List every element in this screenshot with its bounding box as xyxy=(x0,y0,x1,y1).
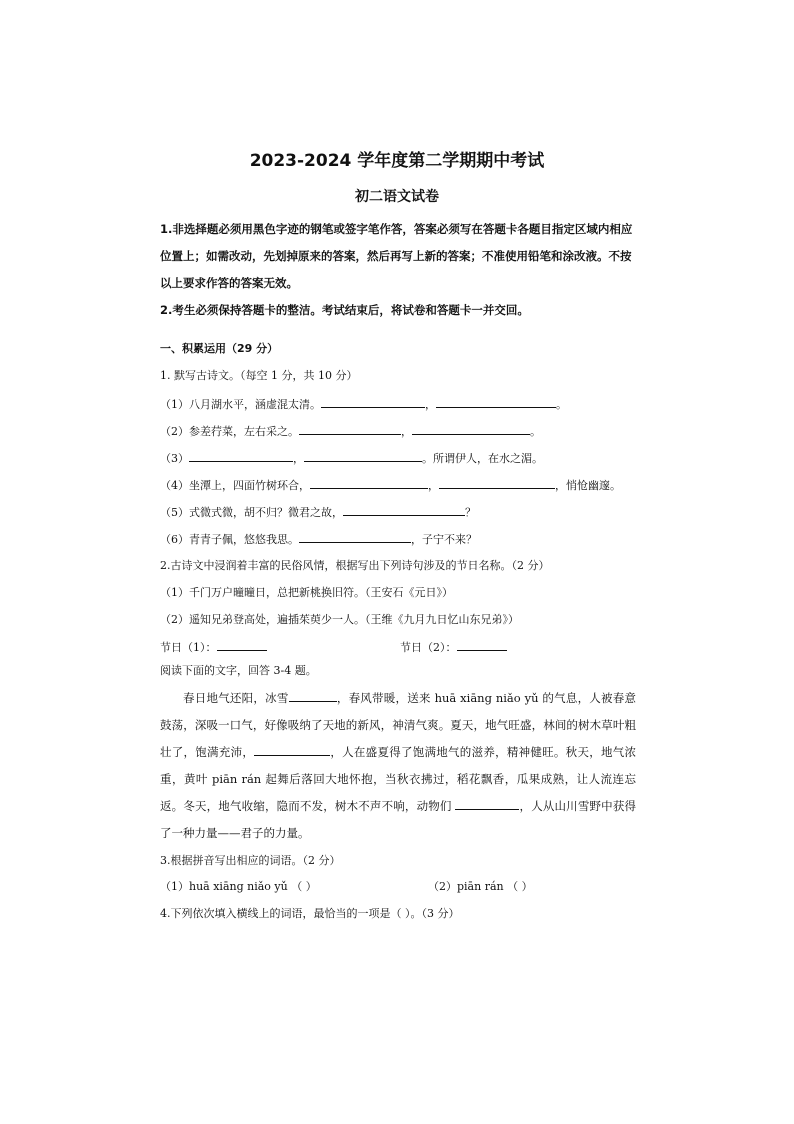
passage-part-3: ，人在盛夏得了饱满地气的滋养，精神健旺。秋天，地气浓重，黄叶 piān rán 起舞后落回大地怀抱，当秋衣拂过，稻花飘香，瓜果成熟，让人流连忘返。冬天，地气收缩，隐而不发，树木不声不响，动物们 xyxy=(160,745,637,813)
answer-blank[interactable] xyxy=(436,397,556,408)
instruction-1: 1.非选择题必须用黑色字迹的钢笔或签字笔作答，答案必须写在答题卡各题目指定区域内相应位置上；如需改动，先划掉原来的答案，然后再写上新的答案；不准使用铅笔和涂改液。不按以上要求作答的答案无效。 xyxy=(160,222,633,290)
answer-blank[interactable] xyxy=(457,640,507,651)
q1-item-3 xyxy=(160,451,543,466)
separator: ， xyxy=(428,479,439,492)
exam-subtitle: 初二语文试卷 xyxy=(355,189,439,205)
q1-item-6 xyxy=(160,532,477,547)
passage-blank[interactable] xyxy=(254,743,330,756)
exam-title: 2023-2024 学年度第二学期期中考试 xyxy=(249,151,545,171)
q2-line-2: （2）遥知兄弟登高处，遍插茱萸少一人。（王维《九月九日忆山东兄弟》） xyxy=(160,613,519,626)
q1-item-1 xyxy=(160,397,567,412)
answer-blank[interactable] xyxy=(304,451,422,462)
passage-blank[interactable] xyxy=(455,797,519,810)
separator: ， xyxy=(401,425,412,438)
q1-item-2-text: （2）参差荇菜，左右采之。 xyxy=(160,425,299,438)
q1-item-5 xyxy=(160,505,476,520)
ending: ，悄怆幽邃。 xyxy=(555,479,621,492)
q2-line-1: （1）千门万户曈曈日，总把新桃换旧符。（王安石《元日》） xyxy=(160,586,453,599)
passage-part-4: ，人从山川雪野中获得了一种力量——君子的力量。 xyxy=(160,799,636,840)
answer-blank[interactable] xyxy=(299,424,401,435)
answer-blank[interactable] xyxy=(321,397,425,408)
q1-item-6-text: （6）青青子佩，悠悠我思。 xyxy=(160,533,299,546)
reading-passage xyxy=(160,685,636,847)
q1-item-5-text: （5）式微式微，胡不归？微君之故， xyxy=(160,506,343,519)
separator: ， xyxy=(293,452,304,465)
passage-part-1: 春日地气还阳，冰雪 xyxy=(183,691,289,705)
ending: 。 xyxy=(530,425,541,438)
passage-part-2: ，春风带暖，送来 huā xiāng niǎo yǔ 的气息，人被春意鼓荡，深吸一口气，好像吸纳了天地的新风，神清气爽。夏天，地气旺盛，林间的树木草叶粗壮了，饱满充沛， xyxy=(160,691,636,759)
q2-stem: 2.古诗文中浸润着丰富的民俗风情，根据写出下列诗句涉及的节日名称。（2 分） xyxy=(160,559,550,572)
ending: 。 xyxy=(556,398,567,411)
q3-stem: 3.根据拼音写出相应的词语。（2 分） xyxy=(160,854,341,867)
ending: ？ xyxy=(465,506,476,519)
q1-item-3-text: （3） xyxy=(160,452,189,465)
answer-blank[interactable] xyxy=(310,478,428,489)
passage-blank[interactable] xyxy=(289,689,337,702)
separator: ， xyxy=(425,398,436,411)
q2-answer-1-label: 节日（1）： xyxy=(160,641,217,654)
q3-answer-1: （1）huā xiāng niǎo yǔ （ ） xyxy=(160,880,317,893)
q3-answer-2: （2）piān rán （ ） xyxy=(428,880,533,893)
q1-item-4 xyxy=(160,478,621,493)
answer-blank[interactable] xyxy=(299,532,411,543)
instructions xyxy=(160,216,640,324)
reading-intro: 阅读下面的文字，回答 3-4 题。 xyxy=(160,664,317,677)
answer-blank[interactable] xyxy=(439,478,555,489)
instruction-2: 2.考生必须保持答题卡的整洁。考试结束后，将试卷和答题卡一并交回。 xyxy=(160,303,529,317)
q1-item-2 xyxy=(160,424,541,439)
q2-answer-2 xyxy=(400,640,507,655)
answer-blank[interactable] xyxy=(189,451,293,462)
q1-stem: 1. 默写古诗文。（每空 1 分，共 10 分） xyxy=(160,369,358,382)
q1-item-1-text: （1）八月湖水平，涵虚混太清。 xyxy=(160,398,321,411)
ending: 。所谓伊人，在水之湄。 xyxy=(422,452,543,465)
q1-item-4-text: （4）坐潭上，四面竹树环合， xyxy=(160,479,310,492)
answer-blank[interactable] xyxy=(217,640,267,651)
answer-blank[interactable] xyxy=(343,505,465,516)
q2-answer-1 xyxy=(160,640,267,655)
section-heading: 一、积累运用（29 分） xyxy=(160,342,279,355)
q2-answer-2-label: 节日（2）： xyxy=(400,641,457,654)
q4-stem: 4.下列依次填入横线上的词语，最恰当的一项是（ ）。（3 分） xyxy=(160,907,460,920)
answer-blank[interactable] xyxy=(412,424,530,435)
ending: ，子宁不来？ xyxy=(411,533,477,546)
